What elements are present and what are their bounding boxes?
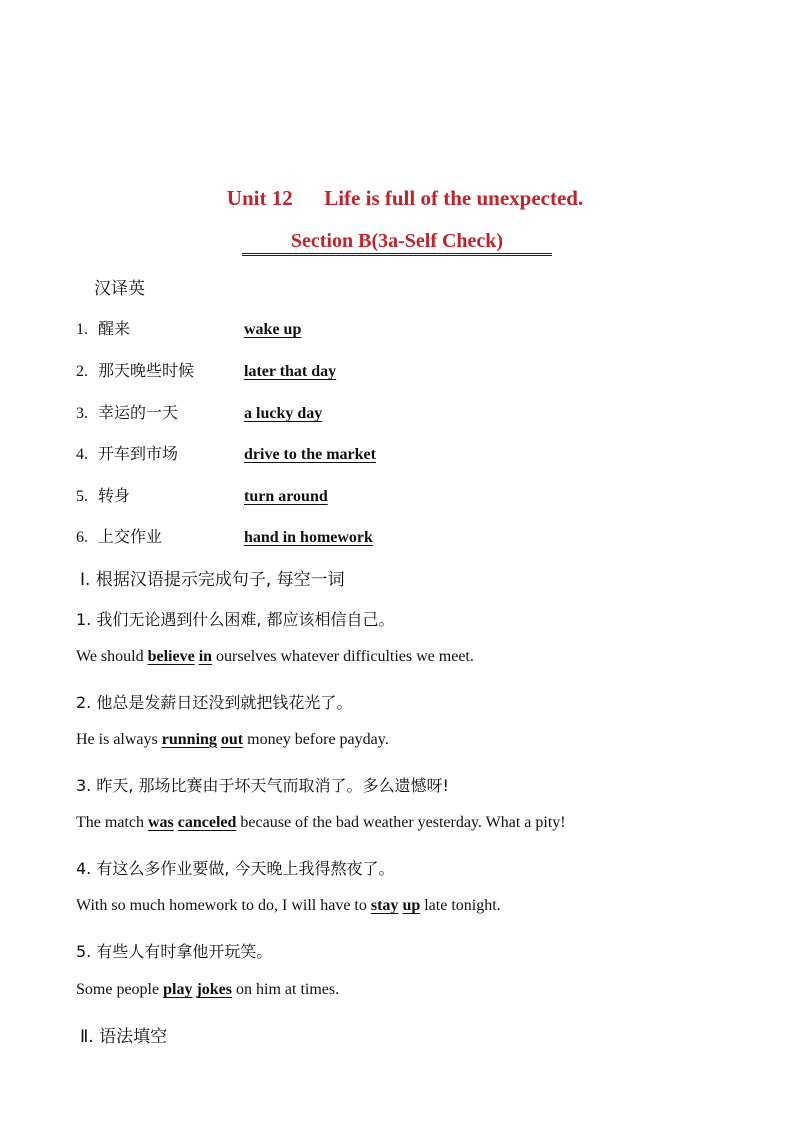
english-answer: turn around — [244, 488, 328, 505]
question-english — [76, 731, 389, 749]
english-answer: a lucky day — [244, 405, 323, 422]
question-chinese: 3. 昨天, 那场比赛由于坏天气而取消了。多么遗憾呀! — [76, 776, 449, 795]
question-english — [76, 897, 501, 915]
answer-blank: stay — [370, 897, 399, 914]
sentence-text: With so much homework to do, I will have to — [76, 897, 371, 914]
answer-blank: believe — [147, 648, 195, 665]
vocab-heading: 汉译英 — [94, 279, 145, 299]
vocab-item — [76, 400, 326, 423]
sentence-text: on him at times. — [232, 981, 340, 998]
english-answer: wake up — [244, 321, 302, 338]
sentence-text: The match — [76, 814, 148, 831]
vocab-item — [76, 441, 380, 464]
item-number: 3. — [76, 405, 88, 422]
item-number: 1. — [76, 321, 88, 338]
english-answer: later that day — [244, 363, 337, 380]
answer-blank: was — [147, 814, 174, 831]
sentence-text: He is always — [76, 731, 162, 748]
item-number: 4. — [76, 446, 88, 463]
answer-blank: up — [402, 897, 421, 914]
vocab-item — [76, 358, 340, 381]
answer-blank: jokes — [196, 981, 232, 998]
section-2-heading: Ⅱ. 语法填空 — [80, 1027, 168, 1047]
question-english — [76, 981, 339, 999]
question-chinese: 5. 有些人有时拿他开玩笑。 — [76, 942, 273, 961]
question-english — [76, 648, 474, 666]
vocab-item — [76, 524, 377, 547]
page-subtitle: Section B(3a-Self Check) — [242, 229, 552, 256]
chinese-phrase: 上交作业 — [98, 527, 163, 546]
sentence-text: money before payday. — [243, 731, 389, 748]
sentence-text: ourselves whatever difficulties we meet. — [212, 648, 474, 665]
item-number: 2. — [76, 363, 88, 380]
answer-blank: running — [161, 731, 217, 748]
sentence-text: We should — [76, 648, 148, 665]
chinese-phrase: 开车到市场 — [98, 444, 179, 463]
english-answer: drive to the market — [244, 446, 376, 463]
question-chinese: 2. 他总是发薪日还没到就把钱花光了。 — [76, 693, 353, 712]
chinese-phrase: 那天晚些时候 — [98, 361, 195, 380]
sentence-text: late tonight. — [420, 897, 501, 914]
answer-blank: canceled — [177, 814, 237, 831]
answer-blank: play — [163, 981, 193, 998]
item-number: 5. — [76, 488, 88, 505]
answer-blank: out — [220, 731, 244, 748]
question-english — [76, 814, 566, 832]
question-chinese: 4. 有这么多作业要做, 今天晚上我得熬夜了。 — [76, 859, 395, 878]
answer-blank: in — [198, 648, 213, 665]
vocab-item — [76, 483, 332, 506]
section-1-heading: Ⅰ. 根据汉语提示完成句子, 每空一词 — [80, 570, 345, 590]
page-title: Unit 12 Life is full of the unexpected. — [226, 186, 584, 210]
chinese-phrase: 醒来 — [98, 319, 131, 338]
item-number: 6. — [76, 529, 88, 546]
vocab-item — [76, 316, 305, 339]
english-answer: hand in homework — [244, 529, 373, 546]
sentence-text: because of the bad weather yesterday. What a pity! — [236, 814, 566, 831]
sentence-text: Some people — [76, 981, 164, 998]
chinese-phrase: 幸运的一天 — [98, 403, 179, 422]
chinese-phrase: 转身 — [98, 486, 131, 505]
question-chinese: 1. 我们无论遇到什么困难, 都应该相信自己。 — [76, 610, 395, 629]
